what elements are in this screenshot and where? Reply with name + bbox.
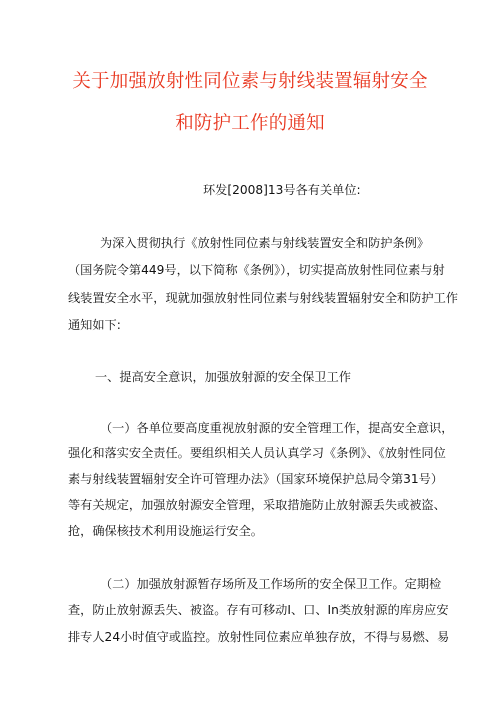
item-1-line-5: 抢，确保核技术利用设施运行安全。 (68, 524, 263, 538)
item-2-line-2: 查，防止放射源丢失、被盗。存有可移动I、口、In类放射源的库房应安 (68, 603, 449, 617)
item-1-line-1: （一）各单位要高度重视放射源的安全管理工作，提高安全意识， (100, 421, 454, 435)
item-2-line-3: 排专人24小时值守或监控。放射性同位素应单独存放，不得与易燃、易 (68, 630, 450, 644)
intro-line-2: （国务院令第449号，以下简称《条例》），切实提高放射性同位素与射 (68, 263, 445, 277)
item-1-line-2: 强化和落实安全责任。要组织相关人员认真学习《条例》、《放射性同位 (68, 446, 446, 460)
intro-line-3: 线装置安全水平，现就加强放射性同位素与射线装置辐射安全和防护工作 (68, 291, 458, 305)
item-2-line-1: （二）加强放射源暂存场所及工作场所的安全保卫工作。定期检 (100, 577, 442, 591)
section-1-heading: 一、提高安全意识，加强放射源的安全保卫工作 (95, 370, 351, 384)
item-1-line-3: 素与射线装置辐射安全许可管理办法》（国家环境保护总局令第31号） (68, 472, 444, 486)
document-title-line-2: 和防护工作的通知 (175, 113, 325, 134)
intro-line-4: 通知如下: (68, 318, 121, 332)
document-title-line-1: 关于加强放射性同位素与射线装置辐射安全 (72, 71, 428, 92)
intro-line-1: 为深入贯彻执行《放射性同位素与射线装置安全和防护条例》 (100, 236, 430, 250)
item-1-line-4: 等有关规定，加强放射源安全管理，采取措施防止放射源丢失或被盗、 (68, 498, 446, 512)
document-number: 环发[2008]13号各有关单位: (203, 183, 361, 197)
